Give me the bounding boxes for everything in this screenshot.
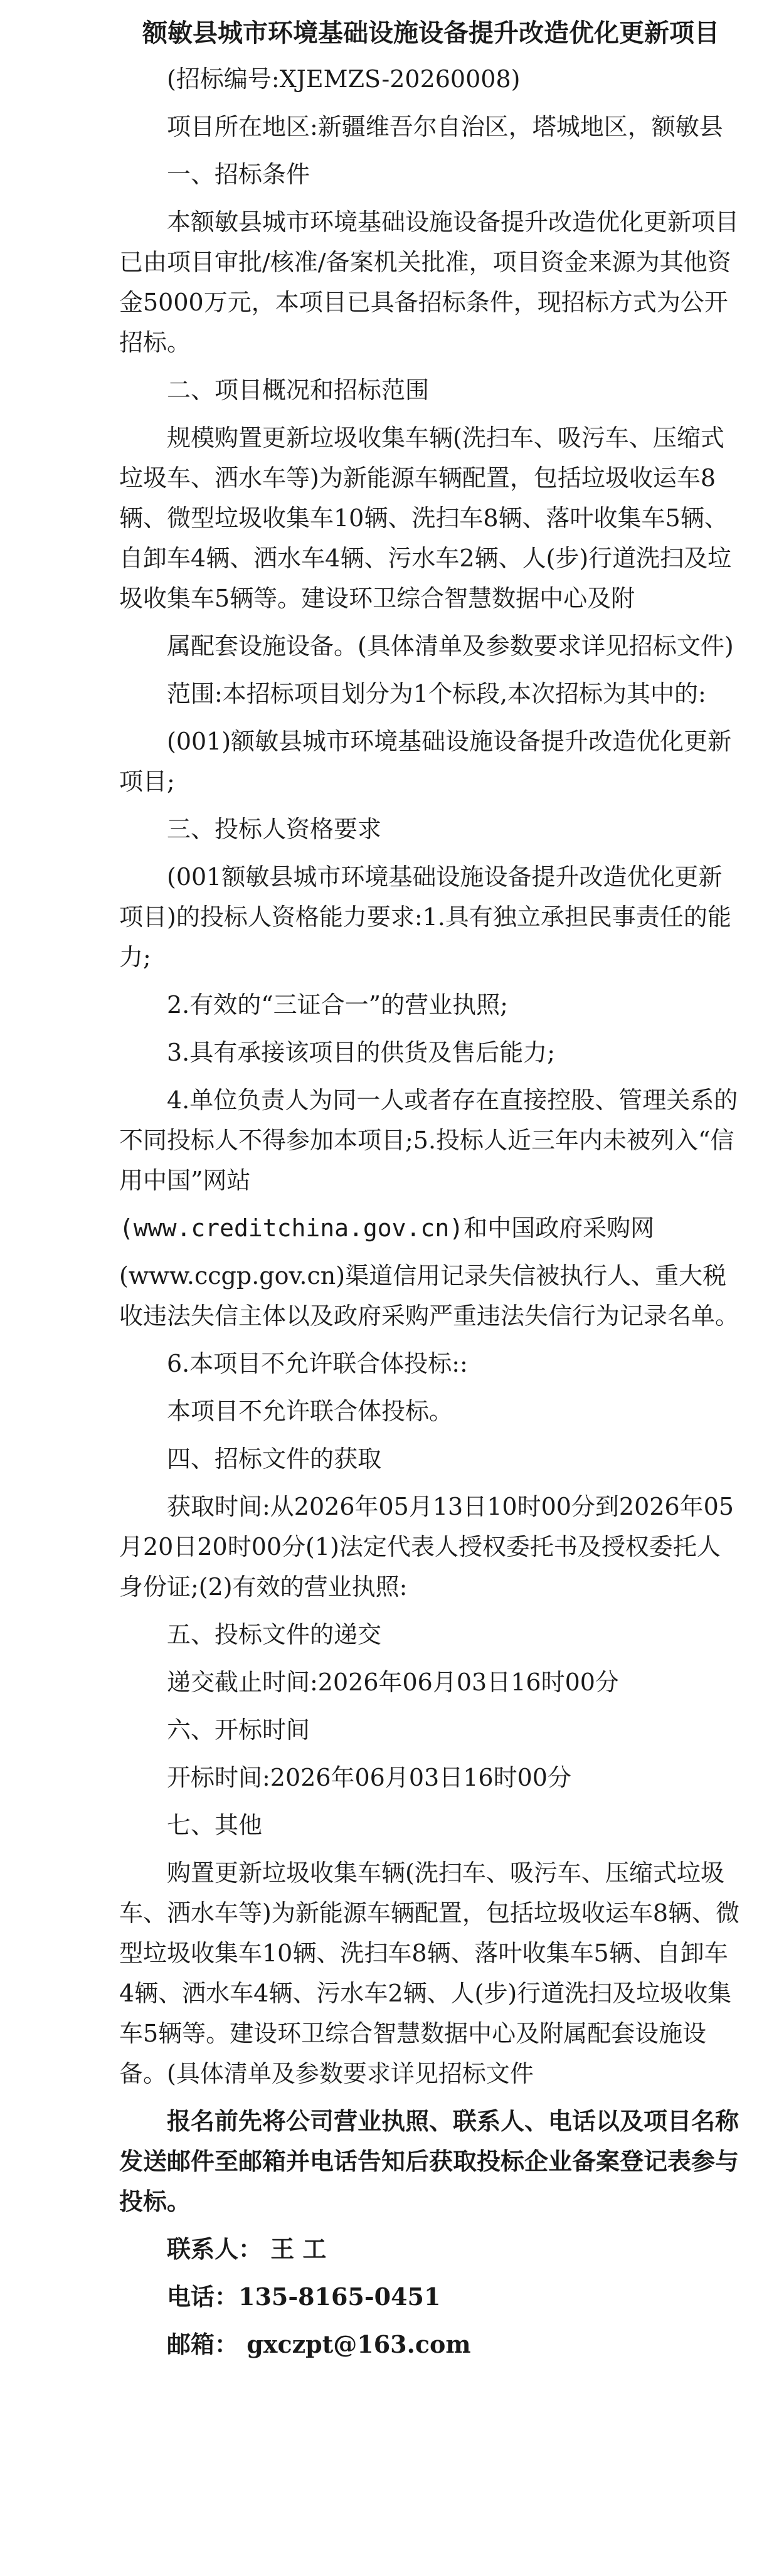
document-title: 额敏县城市环境基础设施设备提升改造优化更新项目 (142, 18, 719, 48)
section-7-body-1: 购置更新垃圾收集车辆(洗扫车、吸污车、压缩式垃圾车、洒水车等)为新能源车辆配置，包括垃圾收运车8辆、微型垃圾收集车10辆、洗扫车8辆、落叶收集车5辆、自卸车4辆、洒水车4辆、污水车2辆、人(步)行道洗扫及垃圾收集车5辆等。建设环卫综合智慧数据中心及附属配套设施设备。(具体清单及参数要求详见招标文件 (119, 1859, 740, 2087)
section-3-body-7: 6.本项目不允许联合体投标:: (167, 1350, 468, 1377)
section-2-body-1: 规模购置更新垃圾收集车辆(洗扫车、吸污车、压缩式垃圾车、洒水车等)为新能源车辆配置，包括垃圾收运车8辆、微型垃圾收集车10辆、洗扫车8辆、落叶收集车5辆、自卸车4辆、洒水车4辆、污水车2辆、人(步)行道洗扫及垃圾收集车5辆等。建设环卫综合智慧数据中心及附 (119, 424, 732, 612)
project-location: 项目所在地区:新疆维吾尔自治区，塔城地区，额敏县 (167, 113, 723, 140)
contact-phone: 电话：135-8165-0451 (167, 2282, 441, 2311)
section-6-body: 开标时间:2026年06月03日16时00分 (167, 1764, 571, 1791)
section-4-body: 获取时间:从2026年05月13日10时00分到2026年05月20日20时00分(1)法定代表人授权委托书及授权委托人身份证;(2)有效的营业执照: (119, 1493, 734, 1601)
section-6-heading: 六、开标时间 (167, 1716, 310, 1744)
bid-number: (招标编号:XJEMZS-20260008) (167, 65, 521, 93)
section-3-body-8: 本项目不允许联合体投标。 (167, 1397, 453, 1425)
section-2-heading: 二、项目概况和招标范围 (167, 376, 430, 404)
contact-person: 联系人： 王 工 (167, 2235, 327, 2263)
section-7-heading: 七、其他 (167, 1811, 263, 1839)
section-3-body-4: 4.单位负责人为同一人或者存在直接控股、管理关系的不同投标人不得参加本项目;5.投标人近三年内未被列入“信用中国”网站 (119, 1086, 738, 1194)
section-3-heading: 三、投标人资格要求 (167, 815, 382, 843)
section-3-body-2: 2.有效的“三证合一”的营业执照; (167, 991, 508, 1019)
section-5-heading: 五、投标文件的递交 (167, 1621, 382, 1648)
section-1-heading: 一、招标条件 (167, 161, 310, 188)
section-2-body-2: 属配套设施设备。(具体清单及参数要求详见招标文件) (167, 632, 734, 660)
section-3-body-5: (www.creditchina.gov.cn)和中国政府采购网 (119, 1214, 655, 1242)
contact-email: 邮箱： gxczpt@163.com (167, 2330, 471, 2358)
section-3-body-3: 3.具有承接该项目的供货及售后能力; (167, 1039, 556, 1066)
section-3-body-1: (001额敏县城市环境基础设施设备提升改造优化更新项目)的投标人资格能力要求:1.具有独立承担民事责任的能力; (119, 863, 731, 971)
section-3-body-6: (www.ccgp.gov.cn)渠道信用记录失信被执行人、重大税收违法失信主体以及政府采购严重违法失信行为记录名单。 (119, 1262, 739, 1330)
section-2-body-3: 范围:本招标项目划分为1个标段,本次招标为其中的: (167, 680, 706, 708)
section-2-body-4: (001)额敏县城市环境基础设施设备提升改造优化更新项目; (119, 728, 732, 795)
section-5-body: 递交截止时间:2026年06月03日16时00分 (167, 1668, 619, 1696)
section-7-body-2: 报名前先将公司营业执照、联系人、电话以及项目名称发送邮件至邮箱并电话告知后获取投标企业备案登记表参与投标。 (119, 2107, 739, 2215)
section-1-body: 本额敏县城市环境基础设施设备提升改造优化更新项目已由项目审批/核准/备案机关批准，项目资金来源为其他资金5000万元，本项目已具备招标条件，现招标方式为公开招标。 (119, 208, 739, 356)
section-4-heading: 四、招标文件的获取 (167, 1445, 382, 1473)
